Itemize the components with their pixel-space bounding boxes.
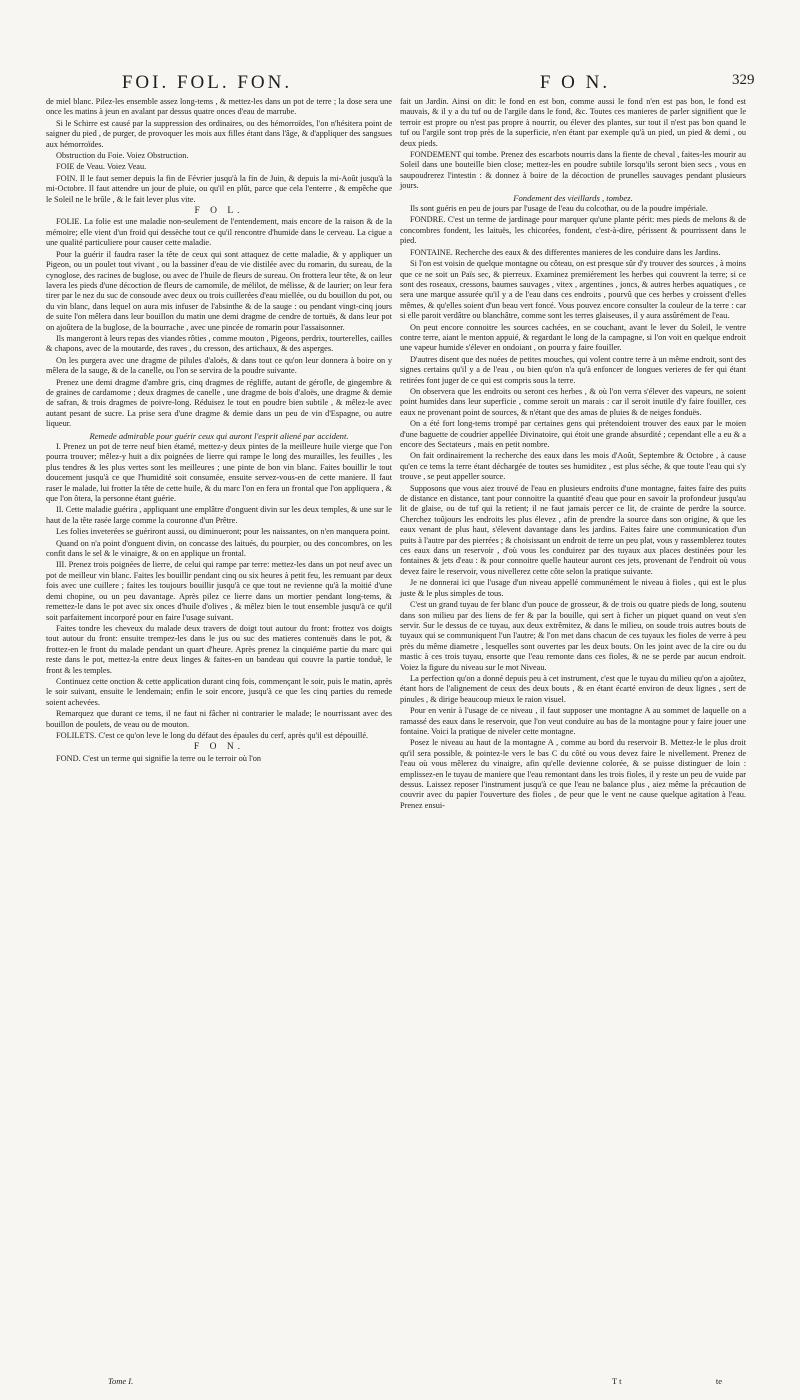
paragraph: Pour la guérir il faudra raser la tête de ceux qui sont attaquez de cette maladie, & y appliquer un Pigeon, ou un poulet tout vivant , ou la bassiner d'eau de vie distilée avec du romarin, du sureau, de la cynoglose, des racines de buglose, ou avec de l'huile de fleurs de sureau. On frottera leur tête, & on leur lavera les pieds d'une décoction de fleurs de camomile, de mélilot, de mélisse, & de laurier; on leur fera tirer par le nez du suc de consoude avec deux ou trois cuillerées d'eau miellée, ou du bouillon du pot, ou du vin blanc, dans lequel on aura mis infuser de l'absinthe & de la sauge : ou pendant vingt-cinq jours de suite l'on mêlera dans leur bouillon du matin une demi dragme de cendre de tortuës, & dans leur pot on ajoûtera de la buglose, de la bourrache , avec une pincée de romarin pour l'assaisonner. (46, 249, 392, 332)
footer-volume: Tome I. (108, 1376, 134, 1386)
paragraph: On observera que les endroits ou seront ces herbes , & où l'on verra s'élever des vapeurs, ne soient point humides dans leur superficie , comme seroit un marais : car il seroit inutile d'y faire fouiller, ces eaux ne provenant point de sources, & n'étant que des amas de pluies & de neiges fonduës. (400, 386, 746, 417)
section-heading-fon: F O N. (193, 742, 245, 753)
paragraph: On a été fort long-tems trompé par certaines gens qui prétendoient trouver des eaux par le moien d'une baguette de coudrier appellée Divinatoire, qui étoit une grande absurdité ; cependant elle a eu & a encore des Sectateurs , mais en petit nombre. (400, 419, 746, 449)
entry-folilets: FOLILETS. C'est ce qu'on leve le long du défaut des épaules du cerf, après qu'il est dépouillé. (56, 730, 369, 740)
signature-mark: T t (612, 1376, 622, 1386)
paragraph: fait un Jardin. Ainsi on dit: le fond en est bon, comme aussi le fond n'en est pas bon, le fond est mauvais, & il y a du tuf ou de l'argile dans le fond, &c. Toutes ces manieres de parler signifient que le terroir est propre ou n'est pas propre à nourrir, ou élever des plantes, sur tout il n'est pas bon quand le tuf ou l'argile sont trop près de la superficie, n'en étant par exemple qu'à un pied, un pied & demi , ou deux pieds. (400, 97, 746, 148)
paragraph: Remarquez que durant ce tems, il ne faut ni fâcher ni contrarier le malade; le nourrissant avec des bouillon de poulets, de veau ou de mouton. (46, 709, 392, 729)
footer-signature-row (612, 1376, 722, 1386)
paragraph: Faites tondre les cheveux du malade deux travers de doigt tout autour du front: frottez vos doigts tout autour du front: ensuite trempez-les dans le jus ou suc des matieres contenuës dans le pot, & frottez-en le front du malade pendant un quart d'heure. Après prenez la cinquiéme partie du marc qui reste dans le pot, mettez-la entre deux linges & faites-en un bandeau qui couvre la partie tonduë, le front & les temples. (46, 623, 392, 675)
paragraph: Je ne donnerai ici que l'usage d'un niveau appellé communément le niveau à fioles , qui est le plus juste & le plus simples de tous. (400, 578, 746, 598)
catchword: te (715, 1376, 722, 1386)
paragraph: Ils sont guéris en peu de jours par l'usage de l'eau du colcothar, ou de la poudre impériale. (410, 204, 708, 214)
paragraph: On peut encore connoitre les sources cachées, en se couchant, avant le lever du Soleil, le ventre contre terre, aiant le menton appuié, & regardant le long de la campagne, si l'on voit en quelque endroit une vapeur humide s'élever en ondoiant , on pourra y faire fouiller. (400, 322, 746, 353)
entry-foie-veau: FOIE de Veau. Voiez Veau. (56, 162, 147, 172)
entry-fond: FOND. C'est un terme qui signifie la terre ou le terroir où l'on (56, 753, 262, 763)
paragraph: II. Cette maladie guérira , appliquant une emplâtre d'onguent divin sur les deux temples, & une sur le haut de la tête rasée large comme la couronne d'un Prêtre. (46, 505, 392, 525)
paragraph: Les folies inveterées se guériront aussi, ou diminueront; pour les naissantes, on n'en manquera point. (56, 527, 390, 537)
paragraph: Quand on n'a point d'onguent divin, on concasse des laitués, du pourpier, ou des concombres, on les confit dans le sel & le vinaigre, & on en applique un frontal. (46, 538, 392, 559)
paragraph: Supposons que vous aiez trouvé de l'eau en plusieurs endroits d'une montagne, faites faire des puits de distance en distance, tant pour connoitre la quantité d'eau que pour en savoir la profondeur jusqu'au lit de glaise, ou de tuf qui la retient; il ne faut jamais percer ce lit, de crainte de perdre la source. Cherchez toûjours les endroits les plus élevez , afin de prendre la source dans son origine, & que les eaux venant de plus haut, s'élevent davantage dans les jardins. Faites faire une communication d'un puits à l'autre par des pierrées ; & choisissant un endroit de terre un peu plat, vous y rassemblerez toutes ces eaux dans un reservoir , d'où vous les conduirez par des tuyaux aux places destinées pour les fontaines & jets d'eau : & pour connoitre quelle hauteur auront ces jets, provenant de l'endroit où vous devez faire le reservoir, vous nivellerez cette côte selon la pratique suivante. (400, 483, 746, 576)
section-heading-fol: F O L. (194, 206, 244, 217)
remede-title: Remede admirable pour guérir ceux qui auront l'esprit aliené par accident. (89, 430, 349, 441)
right-column (400, 97, 746, 812)
running-head-left: FOI. FOL. FON. (121, 72, 293, 93)
paragraph: On fait ordinairement la recherche des eaux dans les mois d'Août, Septembre & Octobre , à cause qu'en ce tems la terre étant déchargée de toutes ses humiditez , est plus séche, & que toute l'eau qui s'y trouve , se peut appeller source. (400, 451, 746, 482)
paragraph: I. Prenez un pot de terre neuf bien étamé, mettez-y deux pintes de la meilleure huile vierge que l'on pourra trouver; mêlez-y huit a dix poignées de lierre qui rampe le long des murailles, les feuilles , les plus tendres & les plus vertes sont les meilleures ; une pinte de bon vin blanc. Faites bouillir le tout doucement jusqu'à ce que l'humidité soit consumée, ensuite servez-vous-en de cette maniere. Il faut raser le malade, lui frotter la tête de cette huile, & du marc l'on en fera un frontal que l'on appliquera , & que l'on ôtera, la personne étant guérie. (46, 442, 392, 504)
subheading-fondement-vieillards: Fondement des vieillards , tombez. (513, 192, 633, 203)
entry-fondement: FONDEMENT qui tombe. Prenez des escarbots nourris dans la fiente de cheval , faites-les mourir au Soleil dans une bouteille bien close; mettez-les en poudre subtile lorsqu'ils seront bien secs , vous en saupoudrerez l'intestin : & donnez à boire de la décoction de prunelles sauvages pendant plusieurs jours. (400, 150, 746, 191)
paragraph: D'autres disent que des nuées de petites mouches, qui volent contre terre à un même endroit, sont des signes certains qu'il y a de l'eau , ou bien qu'on n'a qu'à enfoncer de longues verieres de fer qui étant retirées font juger de ce qui est compris sous la terre. (400, 354, 746, 385)
paragraph: Ils mangeront à leurs repas des viandes rôties , comme mouton , Pigeons, perdrix, tourterelles, cailles & chapons, avec de la moutarde, des raves , du cresson, des artichaux, & des asperges. (46, 333, 392, 354)
entry-obstruction-foie: Obstruction du Foie. Voiez Obstruction. (56, 151, 189, 161)
paragraph: Si le Schirre est causé par la suppression des ordinaires, ou des hémorroïdes, l'on n'hésitera point de saigner du pied , de purger, de provoquer les mois aux filles étant dans l'âge, & d'appliquer des sangsues aux hémorroïdes. (46, 118, 392, 149)
page-number: 329 (732, 72, 755, 88)
paragraph: C'est un grand tuyau de fer blanc d'un pouce de grosseur, & de trois ou quatre pieds de long, soutenu dans son milieu par des liens de fer & par la bouille, qui sert à ficher un piquet quand on veut s'en servir. Sur le dessus de ce tuyau, aux deux extrêmitez, & dans le milieu, on soude trois autres bouts de tuyaux qui se communiquent l'un l'autre; & l'on met dans chacun de ces tuyaux les fioles de verre à peu près du même diametre , lesquelles sont ouvertes par les deux bouts. On les joint avec de la cire ou du mastic à ces trois tuyau, ensorte que l'eau remonte dans ces fioles, & ne se perde par aucun endroit. Voiez la figure du niveau sur le mot Niveau. (400, 600, 746, 672)
paragraph: de miel blanc. Pilez-les ensemble assez long-tems , & mettez-les dans un pot de terre ; la dose sera une once les matins à jeun en avalant par dessus quatre onces d'eau de marrube. (46, 97, 392, 117)
paragraph: Posez le niveau au haut de la montagne A , comme au bord du reservoir B. Mettez-le le plus droit qu'il sera possible, & pointez-le vers le bas C du côté ou vous devez faire le nivellement. Prenez de l'eau où vous mêlerez du vinaigre, afin qu'elle devienne colorée, & se puisse distinguer de loin : emplissez-en le tuyau de maniere que l'eau remontant dans les trois fioles, il y reste un peu de vuide par dessus. Laissez reposer l'instrument jusqu'à ce que l'eau ne balance plus , aiez même la précaution de couvrir avec du papier l'ouverture des fioles , de peur que le vent ne cause quelque agitation à l'eau. Prenez ensui- (400, 738, 746, 810)
entry-foin: FOIN. Il le faut semer depuis la fin de Février jusqu'à la fin de Juin, & depuis la mi-Août jusqu'à la mi-Octobre. Il faut attendre un jour de pluie, ou qu'il en plût, parce que cela l'enterre , & empêche que le Soleil ne le brûle , & le fait lever plus vite. (46, 173, 392, 204)
paragraph: La perfection qu'on a donné depuis peu à cet instrument, c'est que le tuyau du milieu qu'on a ajoûtez, étant hors de l'alignement de ceux des deux bouts , & en étant écarté environ de deux lignes , sert de pinules , & dirige beaucoup mieux le raion visuel. (400, 673, 746, 704)
paragraph: On les purgera avec une dragme de pilules d'aloës, & dans tout ce qu'on leur donnera à boire on y mêlera de la sauge, & de la canelle, ou l'on se servira de la poudre suivante. (46, 355, 392, 376)
entry-fontaine: FONTAINE. Recherche des eaux & des differentes manieres de les conduire dans les Jardins. (410, 247, 721, 257)
entry-fondre: FONDRE. C'est un terme de jardinage pour marquer qu'une plante périt: mes pieds de melons & de concombres fondent, les laituës, les chicorées, fondent, c'est-à-dire, périssent & pourrissent dans le pied. (400, 215, 746, 246)
entry-folie: FOLIE. La folie est une maladie non-seulement de l'entendement, mais encore de la raison & de la mémoire; elle vient d'un froid qui dessèche tout ce qu'il rencontre d'humide dans le cerveau. La cigue a une qualité particuliere pour causer cette maladie. (46, 217, 392, 248)
paragraph: Si l'on est voisin de quelque montagne ou côteau, on est presque sûr d'y trouver des sources , à moins que ce ne soit un Païs sec, & pierreux. Examinez premiérement les herbes qui couvrent la terre; si ce sont des roseaux, cressons, baumes sauvages , vitex , argentines , joncs, & autres herbes aquatiques , ce sera une marque assurée qu'il y a de l'eau dans ces endroits , pourvû que ces herbes y croissent d'elles mêmes, & qu'elles soient d'un beau vert foncé. Vous pouvez encore consulter la couleur de la terre : car si elle paroit verdâtre ou blanchâtre, comme sont les terres glaiseuses, il y aura assûrément de l'eau. (400, 259, 746, 321)
paragraph: III. Prenez trois poignées de lierre, de celui qui rampe par terre: mettez-les dans un pot neuf avec un pot de meilleur vin blanc. Faites les bouillir pendant cinq ou six heures à petit feu, les remuant par deux fois avec une cuillere ; faites les toujours bouillir jusqu'à ce que tout ne revienne qu'à la moitié d'une demi chopine, ou un peu davantage. Après pilez ce lierre dans un mortier pendant long-tems, & remettez-le dans le pot avec six onces d'huile d'olives , & mêlez bien le tout ensemble jusqu'à ce qu'il soit parfaitement incorporé pour en faire l'usage suivant. (46, 560, 392, 622)
paragraph: Pour en venir à l'usage de ce niveau , il faut supposer une montagne A au sommet de laquelle on a ramassé des eaux dans le reservoir, que l'on veut conduire au bas de la montagne pour y faire jouer une fontaine. Voici la pratique de niveler cette montagne. (400, 706, 746, 736)
running-head-right: F O N. (539, 72, 611, 93)
left-column (46, 97, 392, 765)
paragraph: Prenez une demi dragme d'ambre gris, cinq dragmes de régliffe, autant de gérofle, de gingembre & de graines de cardamome ; deux dragmes de canelle , une dragme de bois d'aloës, une dragme & demie de safran, & trois dragmes de poivre-long. Réduisez le tout en poudre bien subtile , & mêlez-le avec autant pesant de sucre. La prise sera d'une dragme & demie dans un peu de vin d'Espagne, ou autre liqueur. (46, 377, 392, 429)
paragraph: Continuez cette onction & cette application durant cinq fois, commençant le soir, puis le matin, après le soir suivant, ensuite le lendemain; enfin le soir encore, jusqu'à ce que les cinq parties du remede soient achevées. (46, 676, 392, 707)
